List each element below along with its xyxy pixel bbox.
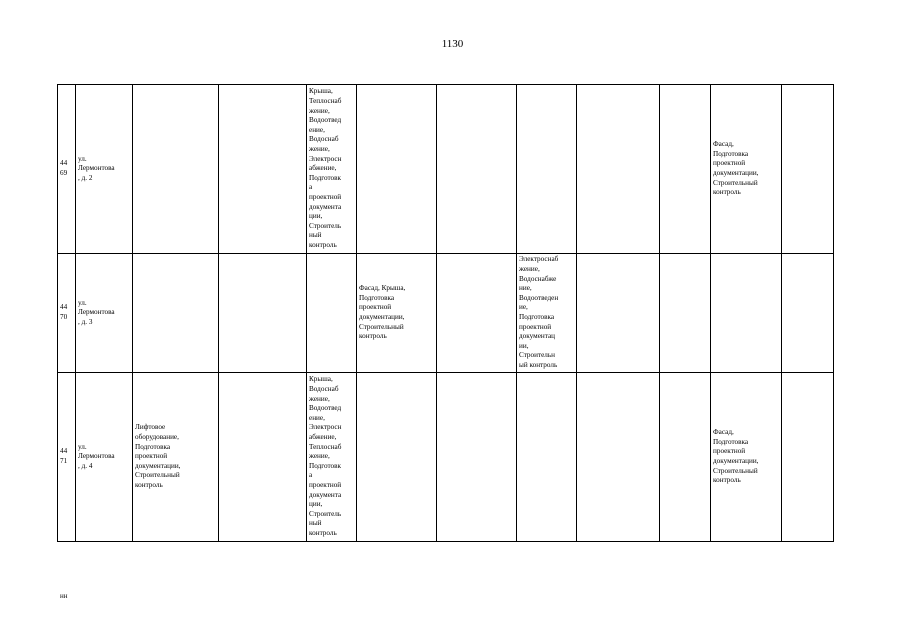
table-cell (437, 373, 517, 542)
works-cell: Лифтовое оборудование, Подготовка проектной документации, Строительный контроль (133, 373, 219, 542)
row-number-cell: 44 69 (58, 85, 76, 254)
table-cell (357, 373, 437, 542)
table-cell (782, 85, 834, 254)
table-cell (219, 254, 307, 373)
works-cell: Крыша, Теплоснаб жение, Водоотвед ение, Водоснаб жение, Электросн абжение, Подготовк а проектной документа ции, Строитель ный контроль (307, 85, 357, 254)
capital-repair-table (57, 84, 834, 542)
table-cell (711, 254, 782, 373)
table-cell (577, 254, 660, 373)
table-cell (133, 85, 219, 254)
table-cell (660, 373, 711, 542)
works-cell: Фасад, Подготовка проектной документации, Строительный контроль (711, 85, 782, 254)
table-cell (660, 254, 711, 373)
row-number-cell: 44 71 (58, 373, 76, 542)
address-cell: ул. Лермонтова , д. 3 (76, 254, 133, 373)
works-cell: Фасад, Крыша, Подготовка проектной документации, Строительный контроль (357, 254, 437, 373)
table-row (58, 373, 834, 542)
table-cell (133, 254, 219, 373)
table-cell (219, 85, 307, 254)
table-cell (219, 373, 307, 542)
works-cell: Крыша, Водоснаб жение, Водоотвед ение, Электросн абжение, Теплоснаб жение, Подготовк а проектной документа ции, Строитель ный контроль (307, 373, 357, 542)
table-cell (437, 85, 517, 254)
works-cell: Электроснаб жение, Водоснабже ние, Водоотведен ие, Подготовка проектной документац ии, Строительн ый контроль (517, 254, 577, 373)
table-cell (307, 254, 357, 373)
works-cell: Фасад, Подготовка проектной документации, Строительный контроль (711, 373, 782, 542)
table-cell (517, 373, 577, 542)
address-cell: ул. Лермонтова , д. 2 (76, 85, 133, 254)
table-cell (660, 85, 711, 254)
table-cell (357, 85, 437, 254)
table-cell (577, 85, 660, 254)
row-number-cell: 44 70 (58, 254, 76, 373)
table-row (58, 85, 834, 254)
table-cell (782, 373, 834, 542)
table-cell (517, 85, 577, 254)
table-row (58, 254, 834, 373)
page-number: 1130 (441, 38, 464, 50)
footer-mark: нн (60, 592, 68, 600)
address-cell: ул. Лермонтова , д. 4 (76, 373, 133, 542)
table-cell (577, 373, 660, 542)
table-cell (782, 254, 834, 373)
table-cell (437, 254, 517, 373)
